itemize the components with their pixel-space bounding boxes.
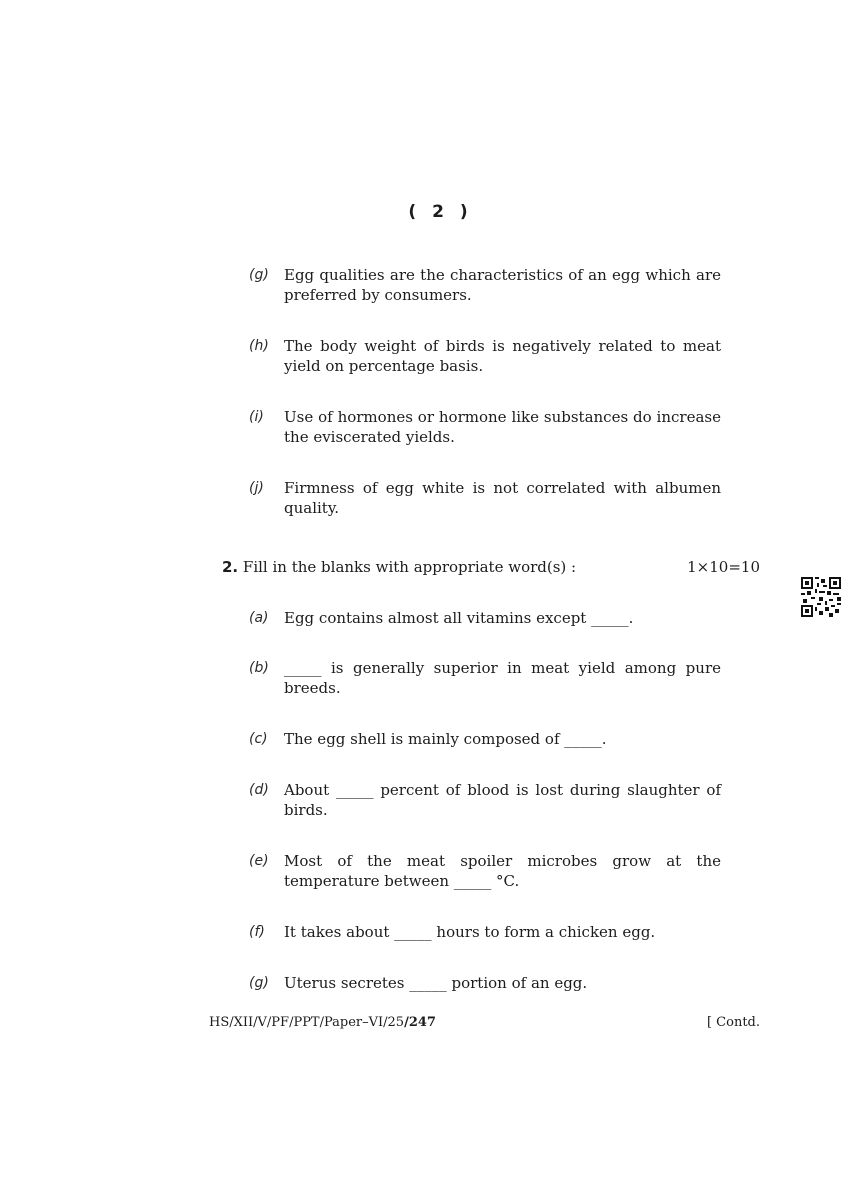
q2-item-f [249,922,721,942]
q2-item-d [249,780,721,820]
item-text: Egg qualities are the characteristics of an egg which are preferred by consumers. [284,266,721,304]
paper-code: HS/XII/V/PF/PPT/Paper–VI/25 [209,1015,405,1030]
item-text: Egg contains almost all vitamins except _____. [284,609,634,627]
q2-item-e [249,851,721,891]
item-label: (i) [249,409,264,425]
paper-code-number: /247 [404,1015,436,1030]
item-text: About _____ percent of blood is lost during slaughter of birds. [284,781,721,819]
item-label: (j) [249,480,264,496]
page-footer [209,1014,760,1032]
q2-item-a [249,608,721,628]
item-text: It takes about _____ hours to form a chicken egg. [284,923,656,941]
q1-item-h [249,336,721,376]
question-2-header [222,557,760,577]
item-label: (c) [249,731,268,747]
item-text: Firmness of egg white is not correlated with albumen quality. [284,479,721,517]
item-label: (f) [249,924,265,940]
question-instruction: Fill in the blanks with appropriate word(s) : [242,558,577,576]
item-text: Most of the meat spoiler microbes grow at the temperature between _____ °C. [284,852,721,890]
question-number: 2. [222,558,239,576]
item-text: Use of hormones or hormone like substances do increase the eviscerated yields. [284,408,721,446]
item-text: Uterus secretes _____ portion of an egg. [284,974,588,992]
q1-item-j [249,478,721,518]
item-label: (d) [249,782,269,798]
item-text: The body weight of birds is negatively related to meat yield on percentage basis. [284,337,721,375]
question-marks: 1×10=10 [687,558,760,576]
page-number: ( 2 ) [408,202,473,222]
q2-item-b [249,658,721,698]
q1-item-g [249,265,721,305]
item-label: (g) [249,267,269,283]
continued-marker: [ Contd. [706,1015,760,1030]
qr-code-icon [801,577,841,617]
item-label: (b) [249,660,269,676]
item-label: (e) [249,853,269,869]
item-label: (a) [249,610,269,626]
item-label: (h) [249,338,269,354]
q1-item-i [249,407,721,447]
q2-item-c [249,729,721,749]
item-text: The egg shell is mainly composed of _____. [284,730,607,748]
item-label: (g) [249,975,269,991]
q2-item-g [249,973,721,993]
item-text: _____ is generally superior in meat yield among pure breeds. [284,659,721,697]
